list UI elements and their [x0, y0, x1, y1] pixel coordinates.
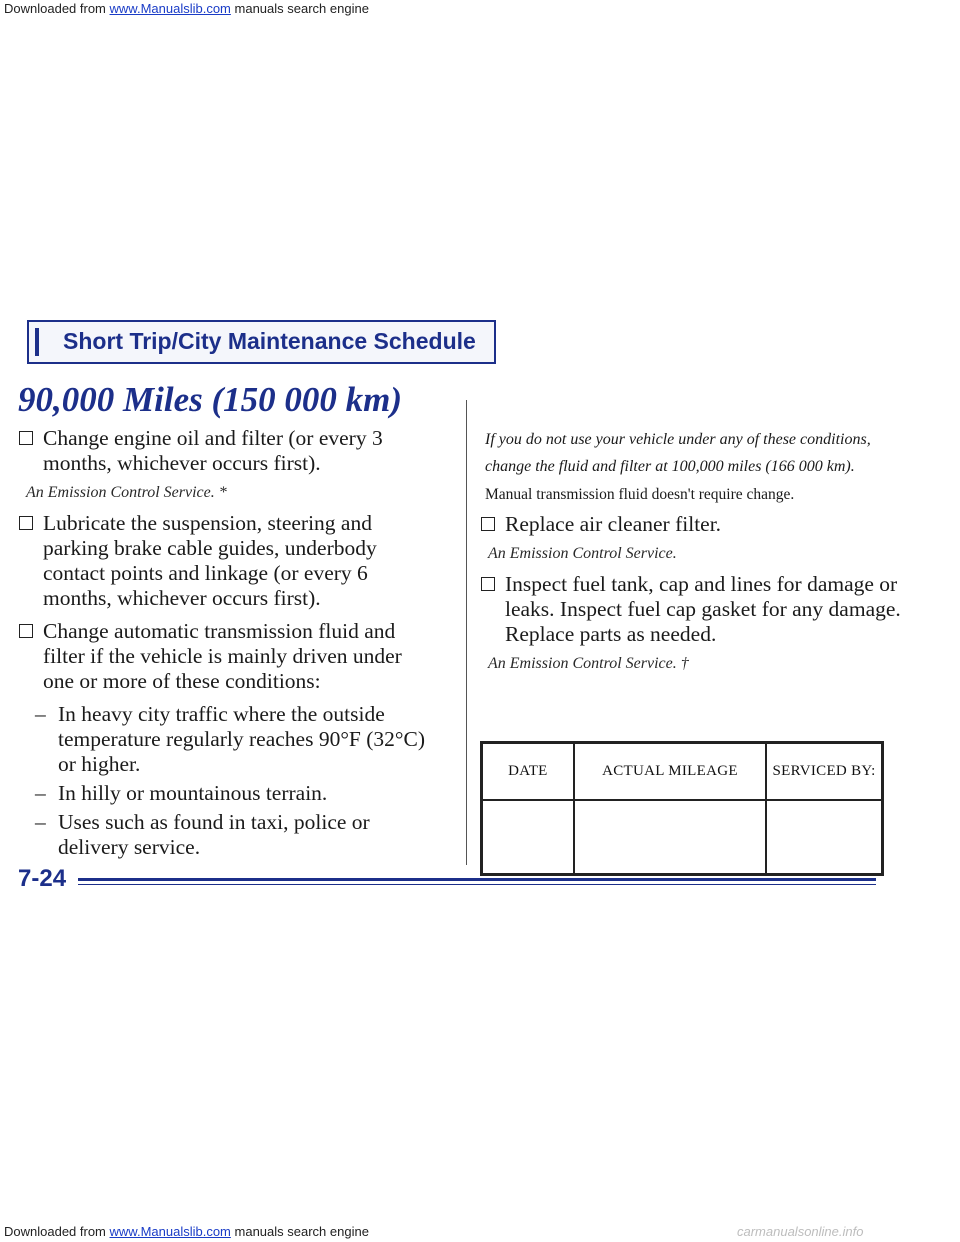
- dash-icon: –: [35, 781, 46, 805]
- manualslib-link[interactable]: www.Manualslib.com: [109, 1224, 231, 1239]
- mileage-heading: 90,000 Miles (150 000 km): [18, 380, 403, 419]
- downloaded-from-label: Downloaded from: [4, 1224, 106, 1239]
- mileage-column-header: ACTUAL MILEAGE: [574, 743, 766, 801]
- condition-text: In heavy city traffic where the outside temperature regularly reaches 90°F (32°C) or higher.: [58, 702, 426, 776]
- date-cell[interactable]: [482, 800, 574, 875]
- condition-item: [18, 781, 438, 806]
- condition-item: [18, 810, 438, 860]
- service-log-table: [480, 741, 884, 876]
- emission-note: An Emission Control Service.: [488, 545, 677, 562]
- condition-text: Uses such as found in taxi, police or delivery service.: [58, 810, 370, 859]
- header-accent-bar: [35, 328, 39, 356]
- checklist-item-transmission: [18, 619, 438, 694]
- serviced-by-column-header: SERVICED BY:: [766, 743, 882, 801]
- item-text: Inspect fuel tank, cap and lines for damage or leaks. Inspect fuel cap gasket for any damage. Replace parts as needed.: [505, 572, 901, 646]
- manual-transmission-note: Manual transmission fluid doesn't require change.: [485, 486, 795, 503]
- download-source-line-bottom: [4, 1224, 369, 1239]
- serviced-by-cell[interactable]: [766, 800, 882, 875]
- checklist-item-air-filter: [480, 512, 920, 537]
- checklist-item-lubricate: [18, 511, 438, 611]
- manuals-search-label: manuals search engine: [234, 1, 369, 16]
- manualslib-link[interactable]: www.Manualslib.com: [109, 1, 231, 16]
- checkbox-icon[interactable]: [19, 516, 33, 530]
- item-text: Change engine oil and filter (or every 3 months, whichever occurs first).: [43, 426, 383, 475]
- table-row: [482, 800, 883, 875]
- checkbox-icon[interactable]: [19, 624, 33, 638]
- checklist-item-fuel-tank: [480, 572, 920, 647]
- dash-icon: –: [35, 702, 46, 726]
- conditions-note: If you do not use your vehicle under any of these conditions, change the fluid and filter at 100,000 miles (166 000 km).: [485, 431, 871, 475]
- condition-text: In hilly or mountainous terrain.: [58, 781, 328, 805]
- downloaded-from-label: Downloaded from: [4, 1, 106, 16]
- table-header-row: [482, 743, 883, 801]
- emission-note: An Emission Control Service. *: [26, 484, 227, 501]
- item-text: Change automatic transmission fluid and filter if the vehicle is mainly driven under one or more of these conditions:: [43, 619, 402, 693]
- manuals-search-label: manuals search engine: [234, 1224, 369, 1239]
- emission-note: An Emission Control Service. †: [488, 655, 689, 672]
- schedule-header: [27, 320, 496, 364]
- condition-item: [18, 702, 438, 777]
- footer-rule: [78, 878, 876, 881]
- date-column-header: DATE: [482, 743, 574, 801]
- checklist-item-oil: [18, 426, 438, 476]
- download-source-line: [4, 1, 369, 16]
- column-divider: [466, 400, 467, 865]
- checkbox-icon[interactable]: [19, 431, 33, 445]
- item-text: Replace air cleaner filter.: [505, 512, 722, 536]
- page-number: 7-24: [18, 865, 67, 892]
- left-column: [18, 426, 438, 864]
- checkbox-icon[interactable]: [481, 517, 495, 531]
- right-column: [480, 426, 920, 682]
- mileage-cell[interactable]: [574, 800, 766, 875]
- item-text: Lubricate the suspension, steering and parking brake cable guides, underbody contact points and linkage (or every 6 months, whichever occurs first).: [43, 511, 377, 610]
- footer-rule-thin: [78, 884, 876, 885]
- dash-icon: –: [35, 810, 46, 834]
- schedule-title: Short Trip/City Maintenance Schedule: [63, 328, 476, 354]
- checkbox-icon[interactable]: [481, 577, 495, 591]
- carmanualsonline-watermark: carmanualsonline.info: [737, 1224, 864, 1239]
